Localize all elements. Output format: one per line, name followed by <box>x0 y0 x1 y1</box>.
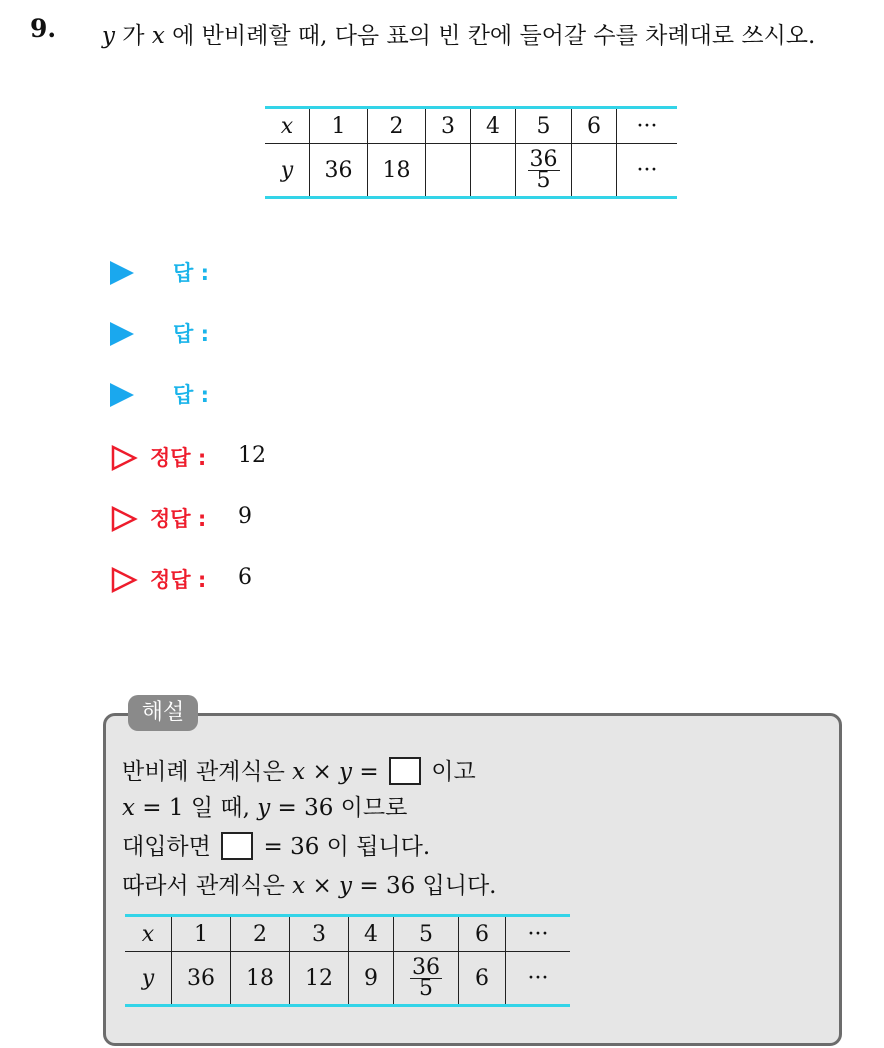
table-cell-fraction: $\frac{36}{5}$ <box>516 144 572 198</box>
table-x-label: x <box>265 108 310 144</box>
correct-answer-row <box>110 440 410 476</box>
table-cell-fraction: $\frac{36}{5}$ <box>394 952 459 1006</box>
table-cell: ··· <box>617 108 678 144</box>
table-cell: 4 <box>349 916 394 952</box>
play-arrow-icon <box>110 322 134 346</box>
answer-label: 답 : <box>173 322 209 346</box>
solution-line-4: 따라서 관계식은 x × y = 36 입니다. <box>122 873 497 899</box>
answer-row[interactable] <box>110 316 209 352</box>
table-cell: 2 <box>368 108 426 144</box>
table-cell: 6 <box>459 916 506 952</box>
play-arrow-icon <box>110 383 134 407</box>
table-cell: ··· <box>617 144 678 198</box>
solution-table <box>125 914 570 1007</box>
table-cell: 6 <box>459 952 506 1006</box>
solution-tag: 해설 <box>128 695 198 731</box>
outline-arrow-icon <box>110 505 138 533</box>
question-table <box>265 106 677 199</box>
outline-arrow-icon <box>110 444 138 472</box>
answer-label: 답 : <box>173 261 209 285</box>
correct-answer-row <box>110 562 410 598</box>
correct-answer-label: 정답 : <box>150 568 207 592</box>
var-y: y <box>102 23 115 49</box>
solution-line-1: 반비례 관계식은 x × y = 이고 <box>122 759 476 785</box>
table-cell: 36 <box>172 952 231 1006</box>
table-cell: 2 <box>231 916 290 952</box>
table-cell: 18 <box>231 952 290 1006</box>
table-cell: 36 <box>310 144 368 198</box>
play-arrow-icon <box>110 261 134 285</box>
question-number: 9. <box>30 14 57 43</box>
answer-label: 답 : <box>173 383 209 407</box>
correct-answer-value: 6 <box>238 565 252 590</box>
blank-box <box>221 832 253 860</box>
table-cell: 12 <box>290 952 349 1006</box>
table-y-label: y <box>280 157 294 183</box>
answer-row[interactable] <box>110 255 209 291</box>
table-x-label: x <box>125 916 172 952</box>
blank-cell <box>471 144 516 198</box>
correct-answer-row <box>110 501 410 537</box>
table-cell: 3 <box>290 916 349 952</box>
table-cell: ··· <box>506 952 571 1006</box>
table-cell: 5 <box>516 108 572 144</box>
table-cell: 4 <box>471 108 516 144</box>
blank-box <box>389 757 421 785</box>
correct-answer-value: 9 <box>238 504 252 529</box>
answer-row[interactable] <box>110 377 209 413</box>
table-cell: 9 <box>349 952 394 1006</box>
var-x: x <box>151 23 165 49</box>
table-cell: 6 <box>572 108 617 144</box>
correct-answer-label: 정답 : <box>150 507 207 531</box>
table-cell: 1 <box>310 108 368 144</box>
correct-answer-label: 정답 : <box>150 446 207 470</box>
outline-arrow-icon <box>110 566 138 594</box>
table-cell: 3 <box>426 108 471 144</box>
table-cell: 18 <box>368 144 426 198</box>
solution-line-3: 대입하면 = 36 이 됩니다. <box>122 834 431 860</box>
table-cell: ··· <box>506 916 571 952</box>
table-cell: 1 <box>172 916 231 952</box>
table-cell: 5 <box>394 916 459 952</box>
correct-answer-value: 12 <box>238 443 266 468</box>
solution-line-2: x = 1 일 때, y = 36 이므로 <box>122 795 408 821</box>
blank-cell <box>572 144 617 198</box>
blank-cell <box>426 144 471 198</box>
table-y-label: y <box>141 965 155 991</box>
question-text: y 가 x 에 반비례할 때, 다음 표의 빈 칸에 들어갈 수를 차례대로 쓰시오. <box>102 23 816 49</box>
